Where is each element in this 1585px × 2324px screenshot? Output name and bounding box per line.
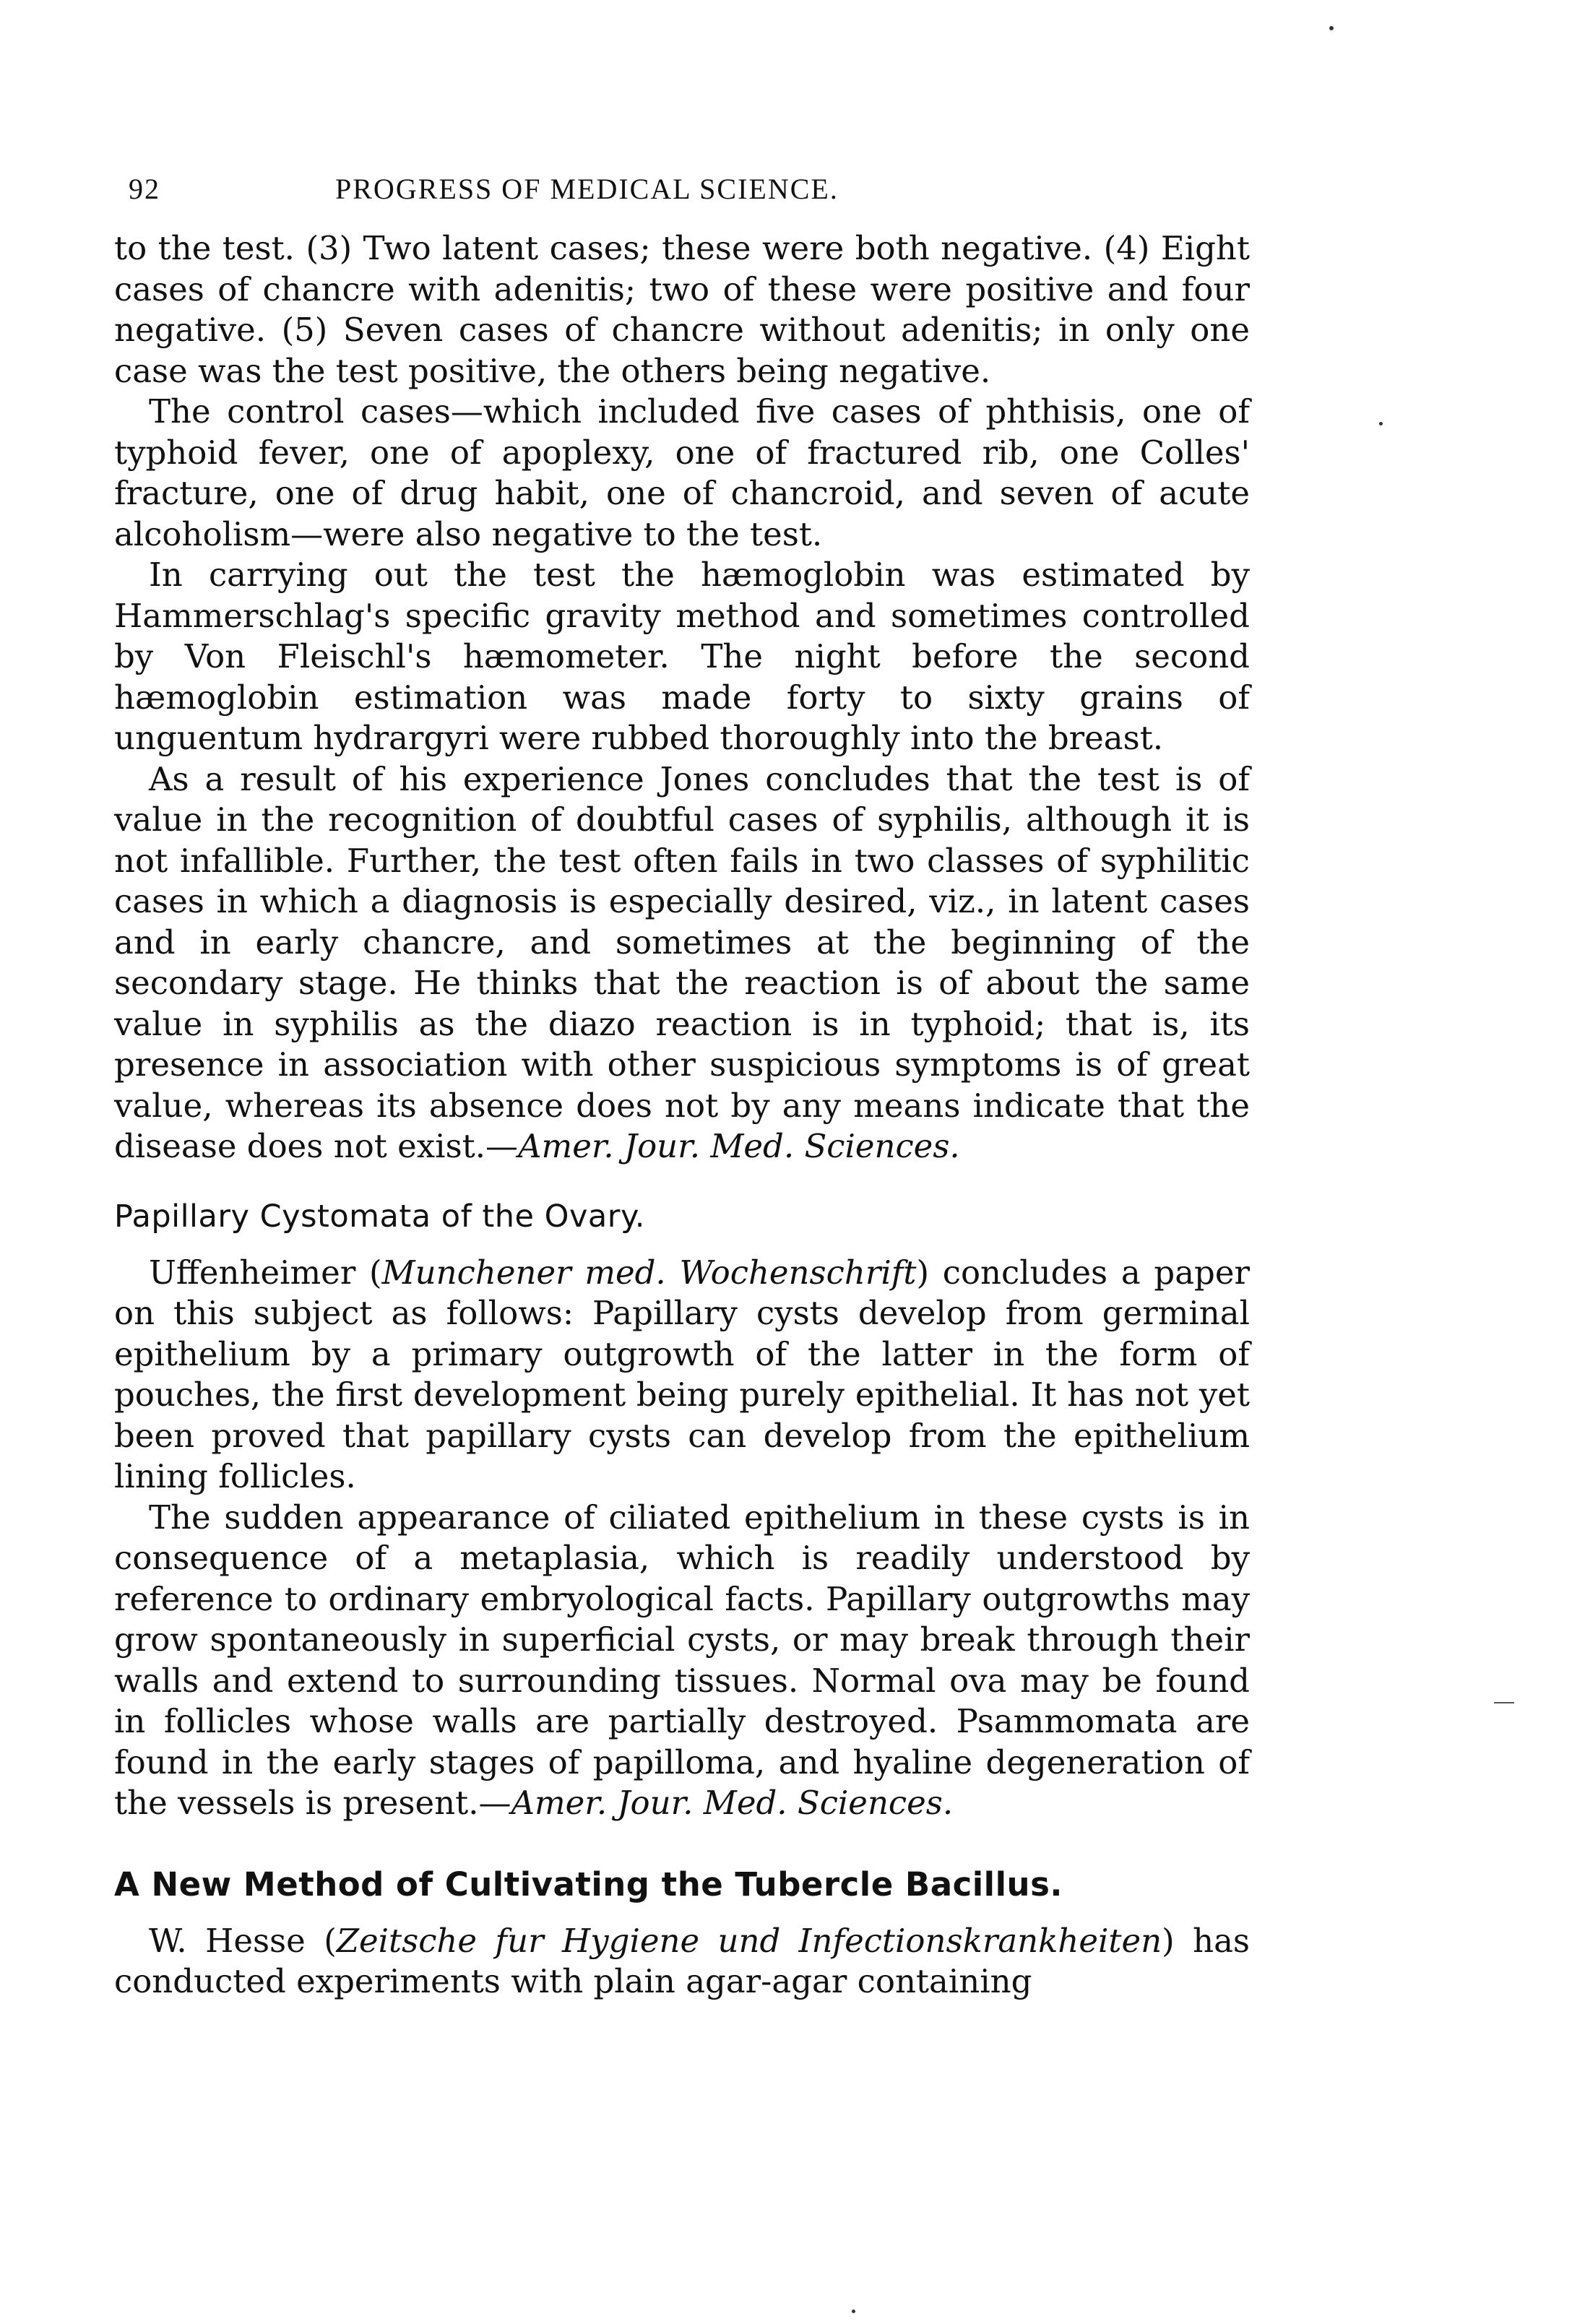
ciliated-source: Amer. Jour. Med. Sciences. [511, 1784, 954, 1822]
hesse-author: W. Hesse ( [149, 1921, 337, 1960]
paragraph-method: In carrying out the test the hæmoglobin was estimated by Hammerschlag's specific gravity method and sometimes controlled by Von Fleischl's hæmometer. The night before the second hæmoglobin estimation was made forty to sixty grains of unguentum hydrargyri were rubbed thoroughly into the breast. [114, 556, 1250, 757]
running-title: PROGRESS OF MEDICAL SCIENCE. [335, 173, 839, 205]
paragraph-conclusion [114, 759, 1250, 1167]
section-heading-tubercle-bacillus: A New Method of Cultivating the Tubercle Bacillus. [114, 1865, 1063, 1904]
scan-speck [1379, 422, 1383, 426]
paragraph-control-cases: The control cases—which included five cases of phthisis, one of typhoid fever, one of apoplexy, one of fractured rib, one Colles' fracture, one of drug habit, one of chancroid, and seven of acute alcoholism—were also negative to the test. [114, 392, 1250, 553]
journal-page [114, 166, 1250, 2003]
paragraph-test-results: to the test. (3) Two latent cases; these were both negative. (4) Eight cases of chancre with adenitis; two of these were positive and four negative. (5) Seven cases of chancre without adenitis; in only one case was the test positive, the others being negative. [114, 229, 1250, 390]
conclusion-text: As a result of his experience Jones concludes that the test is of value in the recognition of doubtful cases of syphilis, although it is not infallible. Further, the test often fails in two classes of syphilitic cases in which a diagnosis is especially desired, viz., in latent cases and in early chancre, and sometimes at the beginning of the secondary stage. He thinks that the reaction is of about the same value in syphilis as the diazo reaction is in typhoid; that is, its presence in association with other suspicious symptoms is of great value, whereas its absence does not by any means indicate that the disease does not exist.— [114, 759, 1250, 1165]
uffenheimer-text: ) concludes a paper on this subject as follows: Papillary cysts develop from germinal epithelium by a primary outgrowth of the latter in the form of pouches, the first development being purely epithelial. It has not yet been proved that papillary cysts can develop from the epithelium lining follicles. [114, 1253, 1250, 1495]
ciliated-text: The sudden appearance of ciliated epithelium in these cysts is in consequence of a metaplasia, which is readily understood by reference to ordinary embryological facts. Papillary outgrowths may grow spontaneously in superficial cysts, or may break through their walls and extend to surrounding tissues. Normal ova may be found in follicles whose walls are partially destroyed. Psammomata are found in the early stages of papilloma, and hyaline degeneration of the vessels is present.— [114, 1498, 1250, 1822]
page-number: 92 [129, 173, 160, 205]
conclusion-source: Amer. Jour. Med. Sciences. [518, 1127, 960, 1165]
paragraph-uffenheimer [114, 1253, 1250, 1498]
uffenheimer-journal: Munchener med. Wochenschrift [381, 1253, 917, 1292]
section-heading-papillary-cystomata: Papillary Cystomata of the Ovary. [114, 1198, 645, 1235]
paragraph-hesse [114, 1921, 1250, 2003]
margin-dash [1494, 1702, 1514, 1703]
scan-speck [1329, 26, 1334, 30]
scan-speck [852, 2310, 855, 2313]
uffenheimer-author: Uffenheimer ( [149, 1253, 382, 1292]
hesse-journal: Zeitsche fur Hygiene und Infectionskrankheiten [336, 1921, 1162, 1960]
hesse-text: ) has conducted experiments with plain agar-agar containing [114, 1921, 1251, 2000]
paragraph-ciliated-epithelium [114, 1498, 1250, 1824]
running-header [114, 166, 1250, 217]
